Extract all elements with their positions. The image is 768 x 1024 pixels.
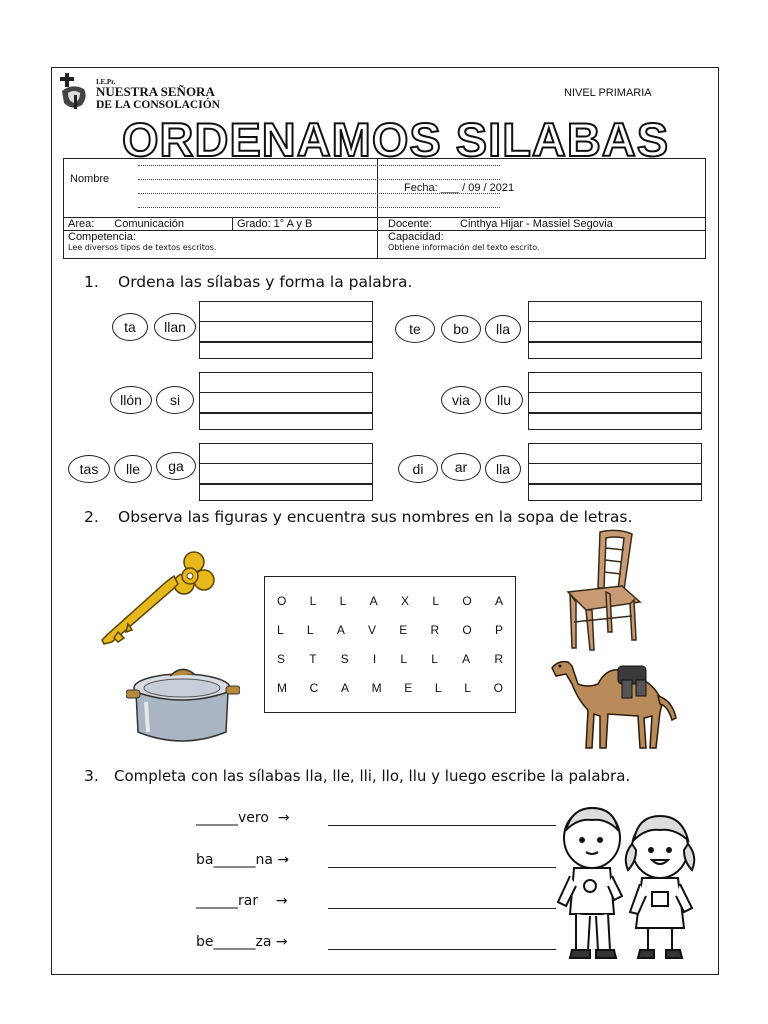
syllable-bubble: llón bbox=[110, 386, 152, 414]
syllable-bubble: si bbox=[156, 386, 194, 414]
word-search-letter[interactable]: L bbox=[464, 681, 471, 695]
teacher-cell bbox=[378, 218, 706, 231]
answer-lines[interactable] bbox=[528, 443, 702, 501]
word-search-letter[interactable]: L bbox=[306, 623, 314, 637]
competence-label: Competencia: bbox=[68, 231, 136, 243]
key-icon bbox=[98, 546, 216, 652]
name-line[interactable] bbox=[138, 165, 500, 166]
word-search bbox=[264, 576, 516, 713]
word-search-row bbox=[277, 623, 503, 637]
word-search-letter[interactable]: A bbox=[462, 652, 471, 666]
word-search-row bbox=[277, 681, 503, 695]
word-search-letter[interactable]: L bbox=[309, 594, 317, 608]
competence-value: Lee diversos tipos de textos escritos. bbox=[68, 243, 217, 252]
word-search-letter[interactable]: M bbox=[277, 681, 287, 695]
word-search-letter[interactable]: V bbox=[368, 623, 377, 637]
word-search-row bbox=[277, 652, 503, 666]
name-cell bbox=[64, 159, 378, 218]
syllable-bubble: te bbox=[395, 315, 435, 343]
word-search-letter[interactable]: E bbox=[399, 623, 408, 637]
chair-icon bbox=[560, 528, 646, 652]
word-search-letter[interactable]: R bbox=[430, 623, 440, 637]
word-search-letter[interactable]: L bbox=[339, 594, 347, 608]
word-search-letter[interactable]: L bbox=[277, 623, 284, 637]
name-line[interactable] bbox=[138, 193, 500, 194]
word-search-letter[interactable]: L bbox=[431, 652, 438, 666]
level-label: NIVEL PRIMARIA bbox=[564, 87, 652, 99]
word-search-letter[interactable]: P bbox=[494, 623, 503, 637]
answer-line[interactable] bbox=[328, 867, 556, 868]
teacher-label: Docente: bbox=[388, 218, 433, 230]
word-search-letter[interactable]: S bbox=[340, 652, 349, 666]
word-search-letter[interactable]: L bbox=[432, 594, 439, 608]
capacity-cell bbox=[378, 231, 706, 259]
children-illustration-icon bbox=[556, 804, 706, 966]
word-search-letter[interactable]: A bbox=[340, 681, 349, 695]
answer-lines[interactable] bbox=[199, 372, 373, 430]
date-label: Fecha: ___ / 09 / 2021 bbox=[404, 182, 515, 194]
competence-cell bbox=[64, 231, 378, 259]
word-search-letter[interactable]: O bbox=[462, 594, 472, 608]
answer-lines[interactable] bbox=[199, 443, 373, 501]
fill-word-item[interactable]: ba______na → bbox=[196, 852, 290, 868]
camel-icon bbox=[548, 654, 682, 754]
syllable-bubble: via bbox=[441, 386, 481, 414]
date-cell bbox=[378, 159, 706, 218]
word-search-letter[interactable]: X bbox=[400, 594, 409, 608]
syllable-bubble: llan bbox=[154, 313, 196, 341]
school-prefix: I.E.Pr. bbox=[96, 78, 116, 86]
syllable-bubble: lla bbox=[485, 455, 521, 483]
capacity-label: Capacidad: bbox=[388, 231, 444, 243]
area-value: Comunicación bbox=[114, 218, 184, 230]
name-line[interactable] bbox=[138, 207, 500, 208]
word-search-letter[interactable]: M bbox=[371, 681, 382, 695]
section3-instruction: Completa con las sílabas lla, lle, lli, llo, llu y luego escribe la palabra. bbox=[114, 767, 631, 785]
word-search-letter[interactable]: T bbox=[309, 652, 317, 666]
fill-word-item[interactable]: ______rar → bbox=[196, 893, 288, 909]
syllable-bubble: di bbox=[398, 455, 438, 483]
capacity-value: Obtiene información del texto escrito. bbox=[388, 243, 540, 252]
answer-line[interactable] bbox=[328, 825, 556, 826]
syllable-bubble: llu bbox=[485, 386, 523, 414]
word-search-letter[interactable]: O bbox=[493, 681, 503, 695]
word-search-letter[interactable]: S bbox=[277, 652, 286, 666]
syllable-bubble: ar bbox=[441, 453, 481, 481]
grade-cell bbox=[233, 218, 378, 231]
word-search-letter[interactable]: A bbox=[369, 594, 378, 608]
word-search-letter[interactable]: C bbox=[309, 681, 319, 695]
syllable-bubble: bo bbox=[441, 315, 481, 343]
pot-icon bbox=[126, 658, 240, 748]
fill-word-item[interactable]: ______vero → bbox=[196, 810, 290, 826]
answer-lines[interactable] bbox=[528, 372, 702, 430]
answer-lines[interactable] bbox=[199, 301, 373, 359]
page-title: ORDENAMOS SILABAS bbox=[122, 113, 670, 166]
word-search-letter[interactable]: L bbox=[434, 681, 442, 695]
name-line[interactable] bbox=[138, 179, 500, 180]
word-search-letter[interactable]: I bbox=[372, 652, 377, 666]
word-search-letter[interactable]: O bbox=[277, 594, 287, 608]
answer-lines[interactable] bbox=[528, 301, 702, 359]
info-table bbox=[63, 158, 706, 259]
answer-line[interactable] bbox=[328, 949, 556, 950]
answer-line[interactable] bbox=[328, 908, 556, 909]
section1-instruction: Ordena las sílabas y forma la palabra. bbox=[118, 273, 413, 291]
grade-value: Grado: 1° A y B bbox=[237, 218, 313, 230]
word-search-letter[interactable]: O bbox=[462, 623, 472, 637]
school-name-line1: NUESTRA SEÑORA bbox=[96, 84, 215, 99]
school-name-line2: DE LA CONSOLACIÓN bbox=[96, 99, 220, 111]
section2-number: 2. bbox=[84, 508, 99, 526]
fill-word-item[interactable]: be______za → bbox=[196, 934, 288, 950]
teacher-value: Cinthya Hijar - Massiel Segovia bbox=[460, 218, 613, 230]
school-logo-icon bbox=[58, 73, 92, 111]
word-search-row bbox=[277, 594, 503, 608]
word-search-letter[interactable]: A bbox=[336, 623, 345, 637]
name-label: Nombre bbox=[70, 173, 110, 185]
section2-instruction: Observa las figuras y encuentra sus nombres en la sopa de letras. bbox=[118, 508, 633, 526]
area-cell bbox=[64, 218, 233, 231]
section3-number: 3. bbox=[84, 767, 99, 785]
syllable-bubble: ta bbox=[112, 313, 148, 341]
syllable-bubble: lle bbox=[114, 455, 152, 483]
word-search-letter[interactable]: L bbox=[400, 652, 408, 666]
syllable-bubble: ga bbox=[156, 452, 196, 480]
area-label: Area: bbox=[68, 218, 95, 230]
section1-number: 1. bbox=[84, 273, 99, 291]
word-search-letter[interactable]: A bbox=[494, 594, 503, 608]
word-search-letter[interactable]: R bbox=[494, 652, 503, 666]
syllable-bubble: tas bbox=[68, 455, 110, 483]
syllable-bubble: lla bbox=[485, 315, 521, 343]
word-search-letter[interactable]: E bbox=[404, 681, 413, 695]
